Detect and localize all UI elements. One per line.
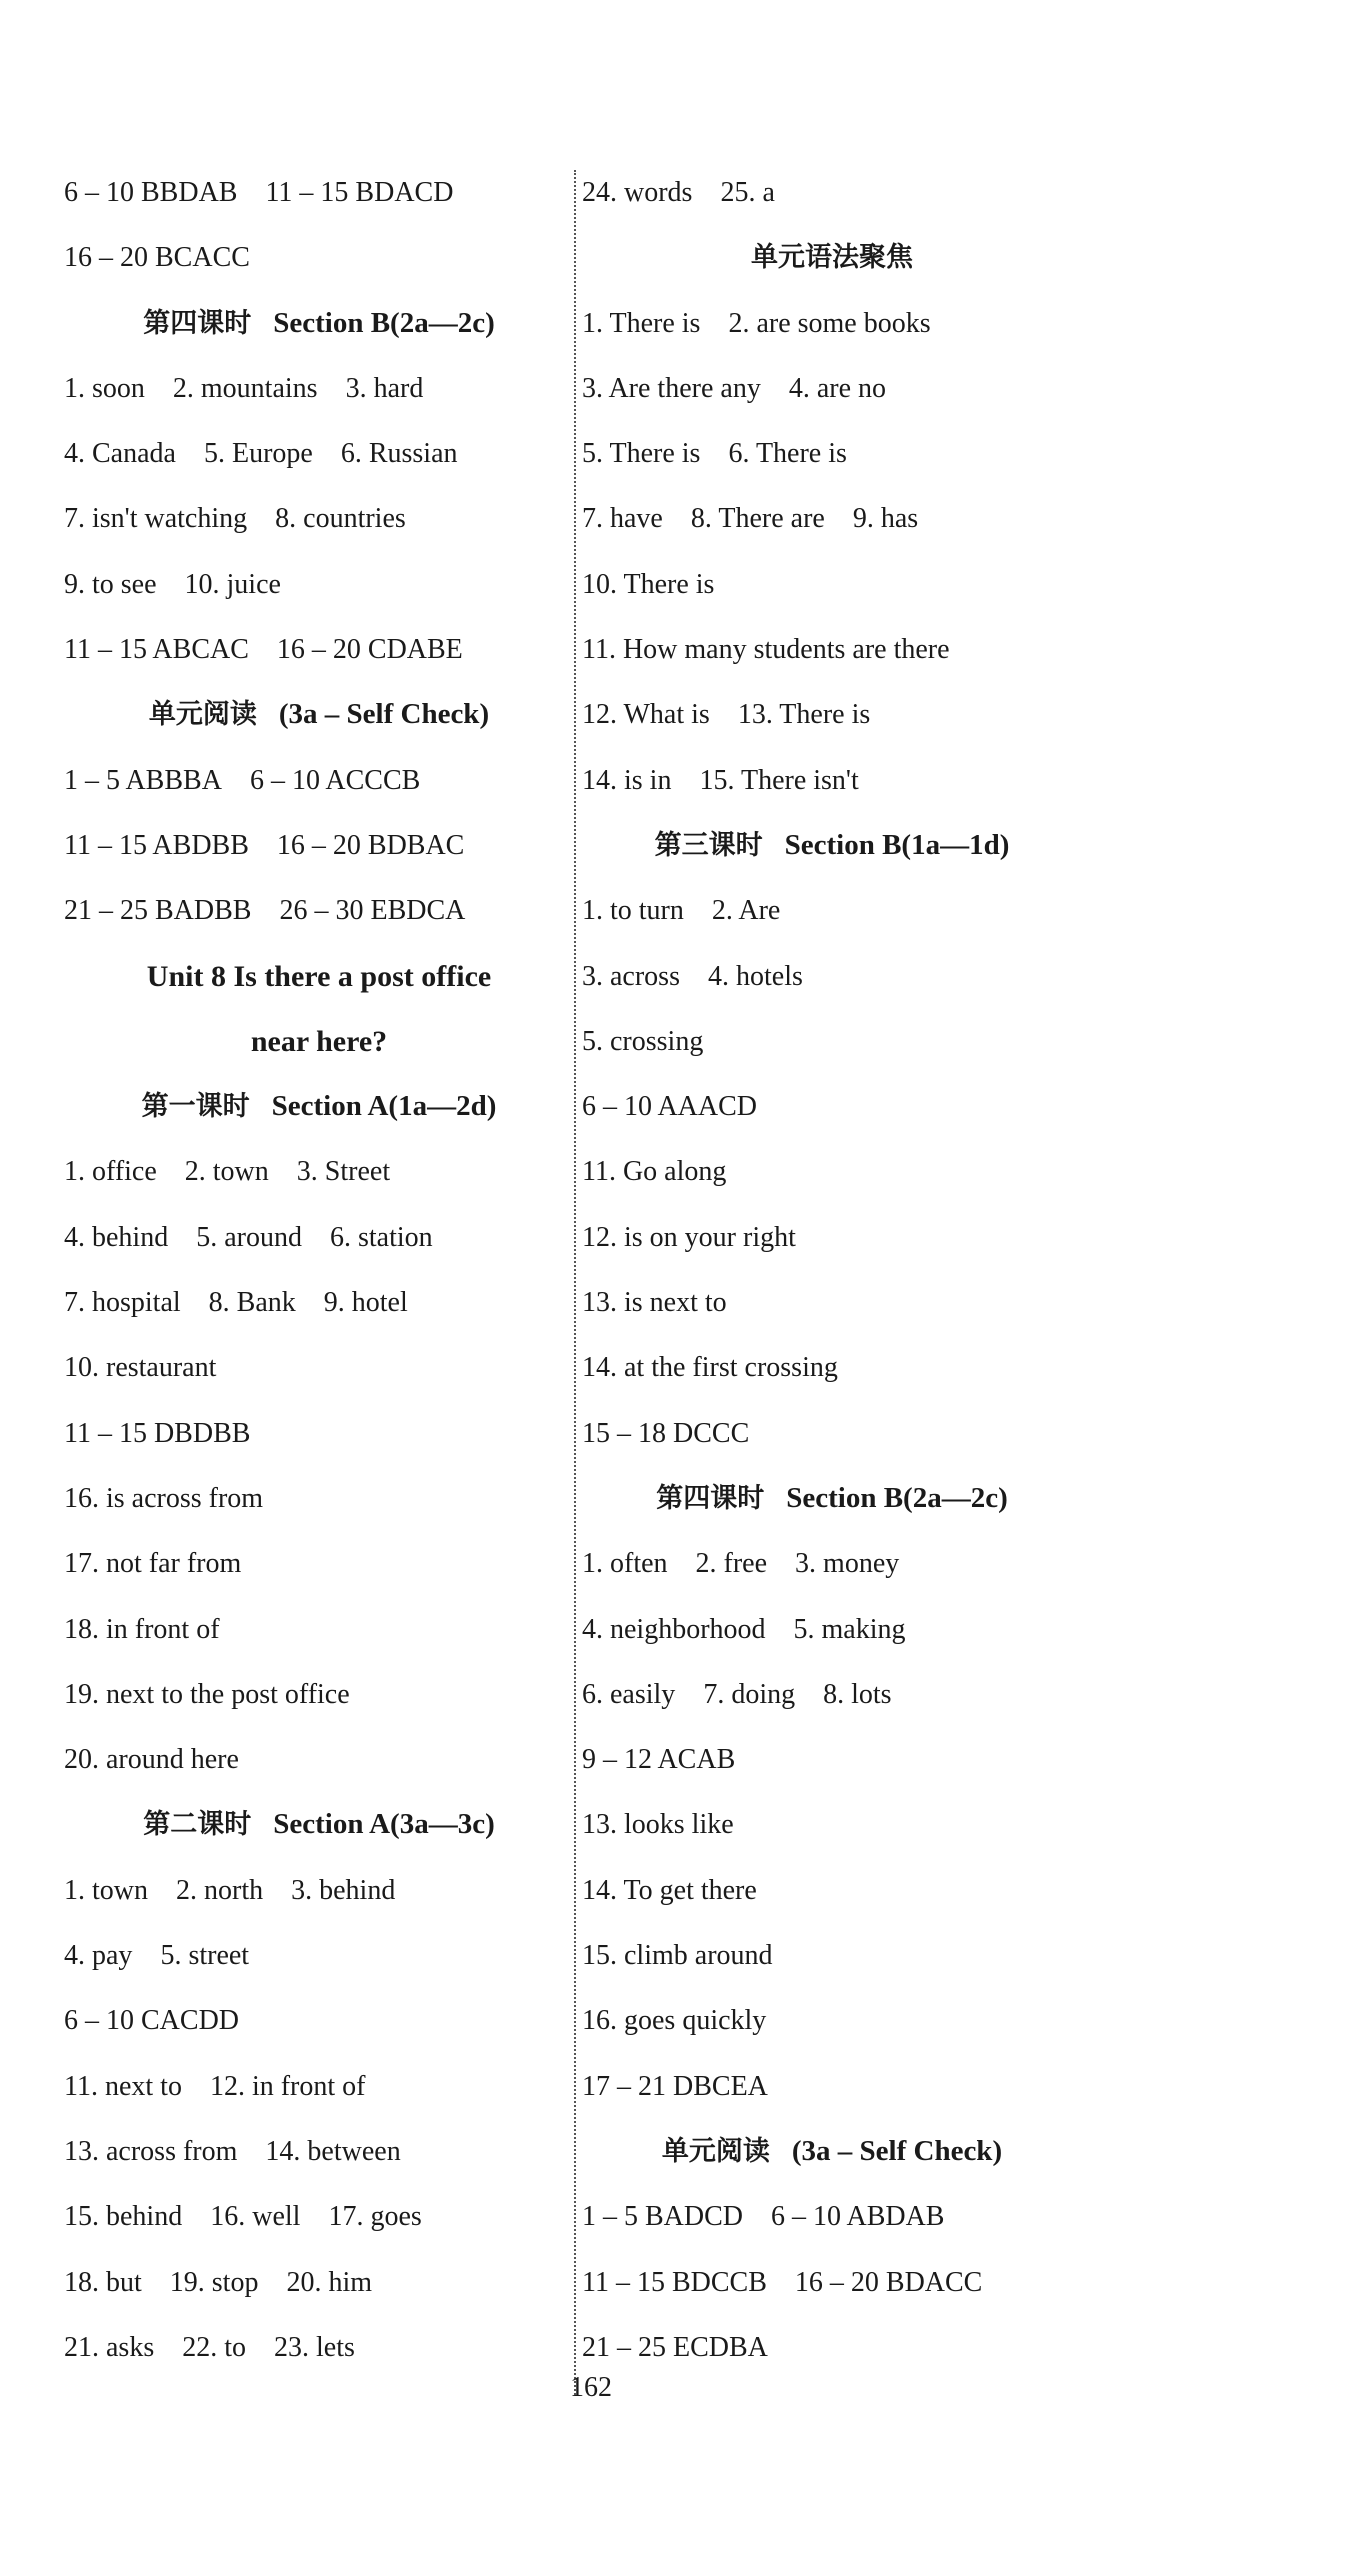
answer-item: 6 – 10 ACCCB: [249, 764, 421, 796]
section-heading-cn: 单元阅读: [148, 699, 257, 731]
answer-item: 15. climb around: [582, 1940, 773, 1972]
answer-line: [582, 1270, 1082, 1335]
answer-item: 21 – 25 BADBB: [64, 895, 252, 927]
answer-item: 8. countries: [275, 503, 406, 535]
answer-item: 13. across from: [64, 2135, 238, 2167]
answer-item: 5. around: [196, 1221, 302, 1253]
answer-item: 9. to see: [64, 568, 157, 600]
answer-item: 2. north: [176, 1874, 264, 1906]
answer-item: 10. There is: [582, 568, 715, 600]
section-heading-cn: 第四课时: [143, 307, 252, 339]
answer-line: [582, 1139, 1082, 1204]
answer-item: 19. next to the post office: [64, 1678, 350, 1710]
answer-item: 8. lots: [823, 1678, 892, 1710]
answer-item: 18. but: [64, 2266, 142, 2298]
answer-line: [64, 2054, 574, 2119]
answer-item: 6. station: [329, 1221, 433, 1253]
answer-item: 7. isn't watching: [64, 503, 248, 535]
answer-item: 10. juice: [184, 568, 281, 600]
answer-item: 16 – 20 BDACC: [794, 2266, 983, 2298]
section-heading-cn: 单元阅读: [661, 2135, 770, 2167]
answer-item: 3. hard: [345, 372, 424, 404]
section-heading: [64, 1792, 574, 1857]
answer-line: [64, 748, 574, 813]
answer-item: 4. are no: [788, 372, 887, 404]
answer-line: [64, 2184, 574, 2249]
left-column: [64, 160, 574, 2380]
answer-item: 4. neighborhood: [582, 1613, 766, 1645]
answer-item: 3. Street: [296, 1156, 391, 1188]
answer-item: 5. There is: [582, 438, 701, 470]
answer-line: [582, 617, 1082, 682]
section-heading: [582, 225, 1082, 290]
section-heading-en: Section B(2a—2c): [273, 306, 495, 339]
answer-item: 10. restaurant: [64, 1352, 217, 1384]
answer-line: [64, 552, 574, 617]
answer-line: [582, 552, 1082, 617]
answer-item: 1. often: [582, 1548, 668, 1580]
answer-item: 9. hotel: [323, 1287, 408, 1319]
answer-item: 26 – 30 EBDCA: [279, 895, 466, 927]
section-heading: [582, 1466, 1082, 1531]
answer-item: 7. doing: [703, 1678, 796, 1710]
answer-item: 3. Are there any: [582, 372, 761, 404]
answer-item: 4. Canada: [64, 438, 176, 470]
answer-line: [64, 486, 574, 551]
answer-line: [64, 1988, 574, 2053]
answer-item: 12. is on your right: [582, 1221, 796, 1253]
answer-item: 15. behind: [64, 2201, 183, 2233]
answer-line: [582, 2315, 1082, 2380]
answer-line: [64, 1335, 574, 1400]
answer-item: 1. town: [64, 1874, 148, 1906]
answer-item: 16. goes quickly: [582, 2005, 767, 2037]
answer-line: [582, 291, 1082, 356]
answer-item: 12. in front of: [209, 2070, 366, 2102]
section-heading-cn: 第三课时: [654, 829, 763, 861]
answer-line: [582, 1858, 1082, 1923]
answer-item: 6 – 10 BBDAB: [64, 177, 238, 208]
answer-line: [582, 2054, 1082, 2119]
answer-item: 11 – 15 BDACD: [265, 177, 454, 208]
answer-item: 16 – 20 BDBAC: [276, 829, 465, 861]
section-heading-cn: 第一课时: [141, 1091, 250, 1123]
answer-line: [582, 1597, 1082, 1662]
answer-item: 9 – 12 ACAB: [582, 1744, 736, 1776]
answer-item: 16. well: [210, 2201, 301, 2233]
answer-line: [64, 421, 574, 486]
answer-item: 14. To get there: [582, 1874, 757, 1906]
answer-item: 4. hotels: [707, 960, 803, 992]
answer-item: 12. What is: [582, 699, 710, 731]
answer-line: [582, 682, 1082, 747]
answer-item: 1. office: [64, 1156, 157, 1188]
answer-item: 5. crossing: [582, 1025, 704, 1057]
section-heading-en: Section B(1a—1d): [784, 828, 1010, 861]
answer-line: [582, 1792, 1082, 1857]
answer-line: [582, 944, 1082, 1009]
section-heading: [64, 291, 574, 356]
section-heading-cn: 第二课时: [143, 1809, 252, 1841]
answer-line: [64, 2119, 574, 2184]
answer-item: 14. is in: [582, 764, 672, 796]
answer-item: 17. not far from: [64, 1548, 242, 1580]
answer-item: 11. Go along: [582, 1156, 727, 1188]
answer-item: 4. behind: [64, 1221, 169, 1253]
answer-line: [582, 486, 1082, 551]
answer-line: [64, 356, 574, 421]
answer-line: [64, 617, 574, 682]
answer-item: 11 – 15 ABDBB: [64, 829, 249, 861]
answer-item: 16 – 20 CDABE: [276, 634, 463, 666]
answer-line: [64, 1597, 574, 1662]
answer-item: 3. behind: [291, 1874, 396, 1906]
answer-item: 15 – 18 DCCC: [582, 1417, 750, 1449]
answer-line: [64, 1270, 574, 1335]
answer-item: 17. goes: [328, 2201, 422, 2233]
answer-line: [582, 1662, 1082, 1727]
answer-item: 1. soon: [64, 372, 145, 404]
answer-item: 1 – 5 BADCD: [582, 2201, 744, 2233]
answer-item: 6. Russian: [340, 438, 458, 470]
section-heading: [582, 2119, 1082, 2184]
answer-item: 2. are some books: [728, 307, 931, 339]
answer-item: 6. There is: [728, 438, 847, 470]
answer-line: [582, 1335, 1082, 1400]
answer-line: [64, 1466, 574, 1531]
answer-line: [64, 1727, 574, 1792]
answer-line: [64, 2315, 574, 2380]
answer-item: 6. easily: [582, 1678, 676, 1710]
answer-line: [64, 813, 574, 878]
answer-line: [64, 1531, 574, 1596]
section-heading-cn: 第四课时: [656, 1482, 765, 1514]
right-column: [582, 160, 1082, 2380]
page-number: 162: [570, 2372, 612, 2403]
answer-item: 14. at the first crossing: [582, 1352, 838, 1384]
answer-line: [64, 1923, 574, 1988]
answer-item: 23. lets: [274, 2331, 355, 2363]
section-heading-en: Section A(3a—3c): [273, 1808, 495, 1841]
answer-item: 21. asks: [64, 2331, 155, 2363]
answer-line: [582, 356, 1082, 421]
answer-item: 19. stop: [169, 2266, 259, 2298]
unit-title: near here?: [250, 1024, 388, 1058]
unit-title: Unit 8 Is there a post office: [146, 959, 492, 993]
answer-line: [64, 1662, 574, 1727]
answer-line: [64, 1858, 574, 1923]
answer-line: [582, 2250, 1082, 2315]
answer-item: 1 – 5 ABBBA: [64, 764, 222, 796]
section-heading-en: Section B(2a—2c): [786, 1481, 1008, 1514]
answer-item: 9. has: [852, 503, 919, 535]
answer-line: [582, 878, 1082, 943]
answer-item: 7. hospital: [64, 1287, 181, 1319]
answer-item: 18. in front of: [64, 1613, 220, 1645]
answer-item: 5. making: [793, 1613, 906, 1645]
answer-line: [582, 1923, 1082, 1988]
answer-line: [64, 878, 574, 943]
answer-line: [582, 748, 1082, 813]
answer-item: 4. pay: [64, 1940, 133, 1972]
answer-item: 20. around here: [64, 1744, 239, 1776]
answer-line: [582, 1727, 1082, 1792]
answer-item: 5. street: [160, 1940, 250, 1972]
answer-item: 8. There are: [690, 503, 825, 535]
section-heading: [582, 813, 1082, 878]
answer-item: 1. There is: [582, 307, 701, 339]
answer-item: 15. There isn't: [699, 764, 859, 796]
answer-item: 2. free: [695, 1548, 768, 1580]
answer-item: 14. between: [265, 2135, 401, 2167]
answer-line: [582, 1401, 1082, 1466]
answer-item: 6 – 10 AAACD: [582, 1091, 758, 1123]
answer-line: [64, 225, 574, 290]
answer-item: 7. have: [582, 503, 663, 535]
answer-item: 25. a: [720, 177, 775, 208]
answer-item: 5. Europe: [203, 438, 313, 470]
answer-item: 3. money: [795, 1548, 900, 1580]
answer-item: 3. across: [582, 960, 680, 992]
section-heading-en: (3a – Self Check): [791, 2134, 1003, 2167]
answer-item: 11. How many students are there: [582, 634, 950, 666]
answer-line: [64, 1139, 574, 1204]
answer-line: [64, 1401, 574, 1466]
answer-item: 11 – 15 DBDBB: [64, 1417, 251, 1449]
answer-line: [582, 421, 1082, 486]
answer-line: [582, 1988, 1082, 2053]
section-heading-cn: 单元语法聚焦: [751, 242, 913, 274]
column-divider: [574, 170, 576, 2395]
answer-item: 24. words: [582, 177, 693, 208]
answer-item: 21 – 25 ECDBA: [582, 2331, 768, 2363]
answer-line: [64, 1205, 574, 1270]
answer-line: [582, 1205, 1082, 1270]
answer-line: [582, 1009, 1082, 1074]
answer-line: [582, 160, 1082, 225]
section-heading: [64, 1074, 574, 1139]
answer-item: 13. There is: [737, 699, 871, 731]
answer-item: 22. to: [182, 2331, 247, 2363]
answer-item: 17 – 21 DBCEA: [582, 2070, 768, 2102]
answer-item: 13. is next to: [582, 1287, 727, 1319]
answer-item: 2. town: [184, 1156, 269, 1188]
answer-item: 13. looks like: [582, 1809, 734, 1841]
answer-line: [582, 1531, 1082, 1596]
answer-item: 2. Are: [711, 895, 781, 927]
answer-line: [582, 2184, 1082, 2249]
answer-item: 2. mountains: [172, 372, 318, 404]
answer-item: 6 – 10 CACDD: [64, 2005, 240, 2037]
answer-line: [64, 160, 574, 225]
answer-item: 16 – 20 BCACC: [64, 242, 250, 274]
section-heading-en: (3a – Self Check): [278, 698, 490, 731]
answer-item: 11. next to: [64, 2070, 182, 2102]
answer-item: 8. Bank: [208, 1287, 296, 1319]
answer-item: 1. to turn: [582, 895, 684, 927]
answer-item: 16. is across from: [64, 1482, 264, 1514]
answer-item: 11 – 15 BDCCB: [582, 2266, 767, 2298]
answer-line: [582, 1074, 1082, 1139]
answer-line: [64, 2250, 574, 2315]
answer-item: 6 – 10 ABDAB: [771, 2201, 945, 2233]
answer-item: 11 – 15 ABCAC: [64, 634, 249, 666]
section-heading-en: Section A(1a—2d): [271, 1090, 497, 1123]
answer-item: 20. him: [286, 2266, 373, 2298]
section-heading: [64, 682, 574, 747]
